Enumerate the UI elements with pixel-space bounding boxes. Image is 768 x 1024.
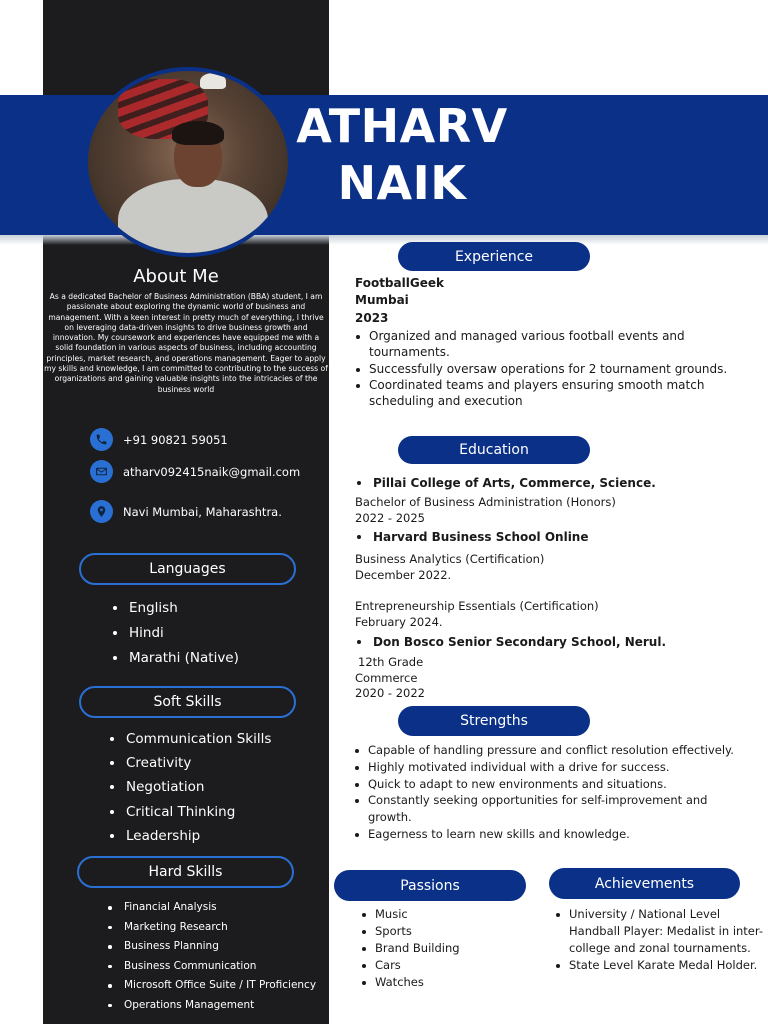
list-item: Quick to adapt to new environments and situations. xyxy=(354,776,739,793)
last-name: NAIK xyxy=(337,156,467,210)
contact-email xyxy=(90,460,300,483)
list-item: State Level Karate Medal Holder. xyxy=(555,957,767,974)
banner-shadow xyxy=(0,235,768,245)
about-title: About Me xyxy=(133,266,219,287)
education-years-donbosco: 2020 - 2022 xyxy=(355,686,425,700)
education-years-pillai: 2022 - 2025 xyxy=(355,511,425,525)
list-item: Operations Management xyxy=(108,996,330,1016)
strengths-list xyxy=(354,742,739,843)
experience-header: Experience xyxy=(398,242,590,271)
hard-skills-list xyxy=(108,898,330,1015)
strengths-header: Strengths xyxy=(398,706,590,736)
education-header: Education xyxy=(398,436,590,464)
list-item: Constantly seeking opportunities for self-improvement and growth. xyxy=(354,792,739,826)
list-item: Microsoft Office Suite / IT Proficiency xyxy=(108,976,330,996)
contact-location xyxy=(90,500,282,523)
photo-lamp xyxy=(200,73,226,89)
list-item: Organized and managed various football events and tournaments. xyxy=(355,328,735,361)
list-item: Business Planning xyxy=(108,937,330,957)
photo-person-body xyxy=(118,179,268,253)
education-date-entrepreneurship: February 2024. xyxy=(355,615,443,629)
education-degree-pillai: Bachelor of Business Administration (Honors) xyxy=(355,495,616,509)
photo-person-hair xyxy=(172,121,224,145)
experience-city: Mumbai xyxy=(355,293,409,307)
list-item: Hindi xyxy=(113,621,239,646)
experience-company: FootballGeek xyxy=(355,276,444,290)
education-cert-analytics: Business Analytics (Certification) xyxy=(355,552,545,566)
education-school-donbosco: Don Bosco Senior Secondary School, Nerul. xyxy=(357,635,666,649)
list-item: Coordinated teams and players ensuring smooth match scheduling and execution xyxy=(355,377,735,410)
list-item: University / National Level Handball Player: Medalist in inter-college and zonal tournaments. xyxy=(555,906,767,957)
passions-header: Passions xyxy=(334,870,526,901)
list-item: Marathi (Native) xyxy=(113,646,239,671)
languages-list xyxy=(113,596,239,670)
list-item: Business Communication xyxy=(108,957,330,977)
email-address[interactable]: atharv092415naik@gmail.com xyxy=(123,464,301,479)
about-text: As a dedicated Bachelor of Business Administration (BBA) student, I am passionate about exploring the dynamic world of business and management. With a keen interest in pretty much of everything, I thrive on leveraging data-driven insights to drive business growth and innovation. My coursework and experiences have equipped me with a solid foundation in various aspects of business, including accounting principles, market research, and operations management. Eager to apply my skills and knowledge, I am committed to contributing to the success of organizations and gaining valuable insights into the intricacies of the business world xyxy=(44,292,328,394)
candidate-name xyxy=(292,98,512,212)
education-cert-entrepreneurship: Entrepreneurship Essentials (Certification) xyxy=(355,599,599,613)
education-grade-donbosco: 12th Grade xyxy=(358,655,424,669)
location-text: Navi Mumbai, Maharashtra. xyxy=(123,504,282,519)
hard-skills-header: Hard Skills xyxy=(77,856,294,888)
list-item: Eagerness to learn new skills and knowledge. xyxy=(354,826,739,843)
education-date-analytics: December 2022. xyxy=(355,568,452,582)
list-item: Highly motivated individual with a drive for success. xyxy=(354,759,739,776)
phone-icon xyxy=(90,428,113,451)
passions-list xyxy=(361,906,460,991)
list-item: Successfully oversaw operations for 2 tournament grounds. xyxy=(355,361,735,377)
list-item: Watches xyxy=(361,974,460,991)
list-item: Creativity xyxy=(110,751,271,775)
list-item: Marketing Research xyxy=(108,918,330,938)
list-item: English xyxy=(113,596,239,621)
education-school-pillai: Pillai College of Arts, Commerce, Science. xyxy=(357,476,656,490)
list-item: Capable of handling pressure and conflict resolution effectively. xyxy=(354,742,739,759)
list-item: Cars xyxy=(361,957,460,974)
achievements-list xyxy=(555,906,767,974)
education-school-harvard: Harvard Business School Online xyxy=(357,530,588,544)
list-item: Financial Analysis xyxy=(108,898,330,918)
location-pin-icon xyxy=(90,500,113,523)
contact-phone xyxy=(90,428,228,451)
soft-skills-header: Soft Skills xyxy=(79,686,296,718)
email-icon xyxy=(90,460,113,483)
first-name: ATHARV xyxy=(296,99,508,153)
languages-header: Languages xyxy=(79,553,296,585)
education-stream-donbosco: Commerce xyxy=(355,671,418,685)
list-item: Negotiation xyxy=(110,775,271,799)
soft-skills-list xyxy=(110,727,271,848)
list-item: Music xyxy=(361,906,460,923)
phone-number[interactable]: +91 90821 59051 xyxy=(123,432,228,447)
profile-photo xyxy=(88,71,288,253)
list-item: Brand Building xyxy=(361,940,460,957)
list-item: Critical Thinking xyxy=(110,800,271,824)
list-item: Communication Skills xyxy=(110,727,271,751)
list-item: Leadership xyxy=(110,824,271,848)
achievements-header: Achievements xyxy=(549,868,740,899)
experience-list xyxy=(355,328,735,409)
list-item: Sports xyxy=(361,923,460,940)
experience-year: 2023 xyxy=(355,311,389,325)
